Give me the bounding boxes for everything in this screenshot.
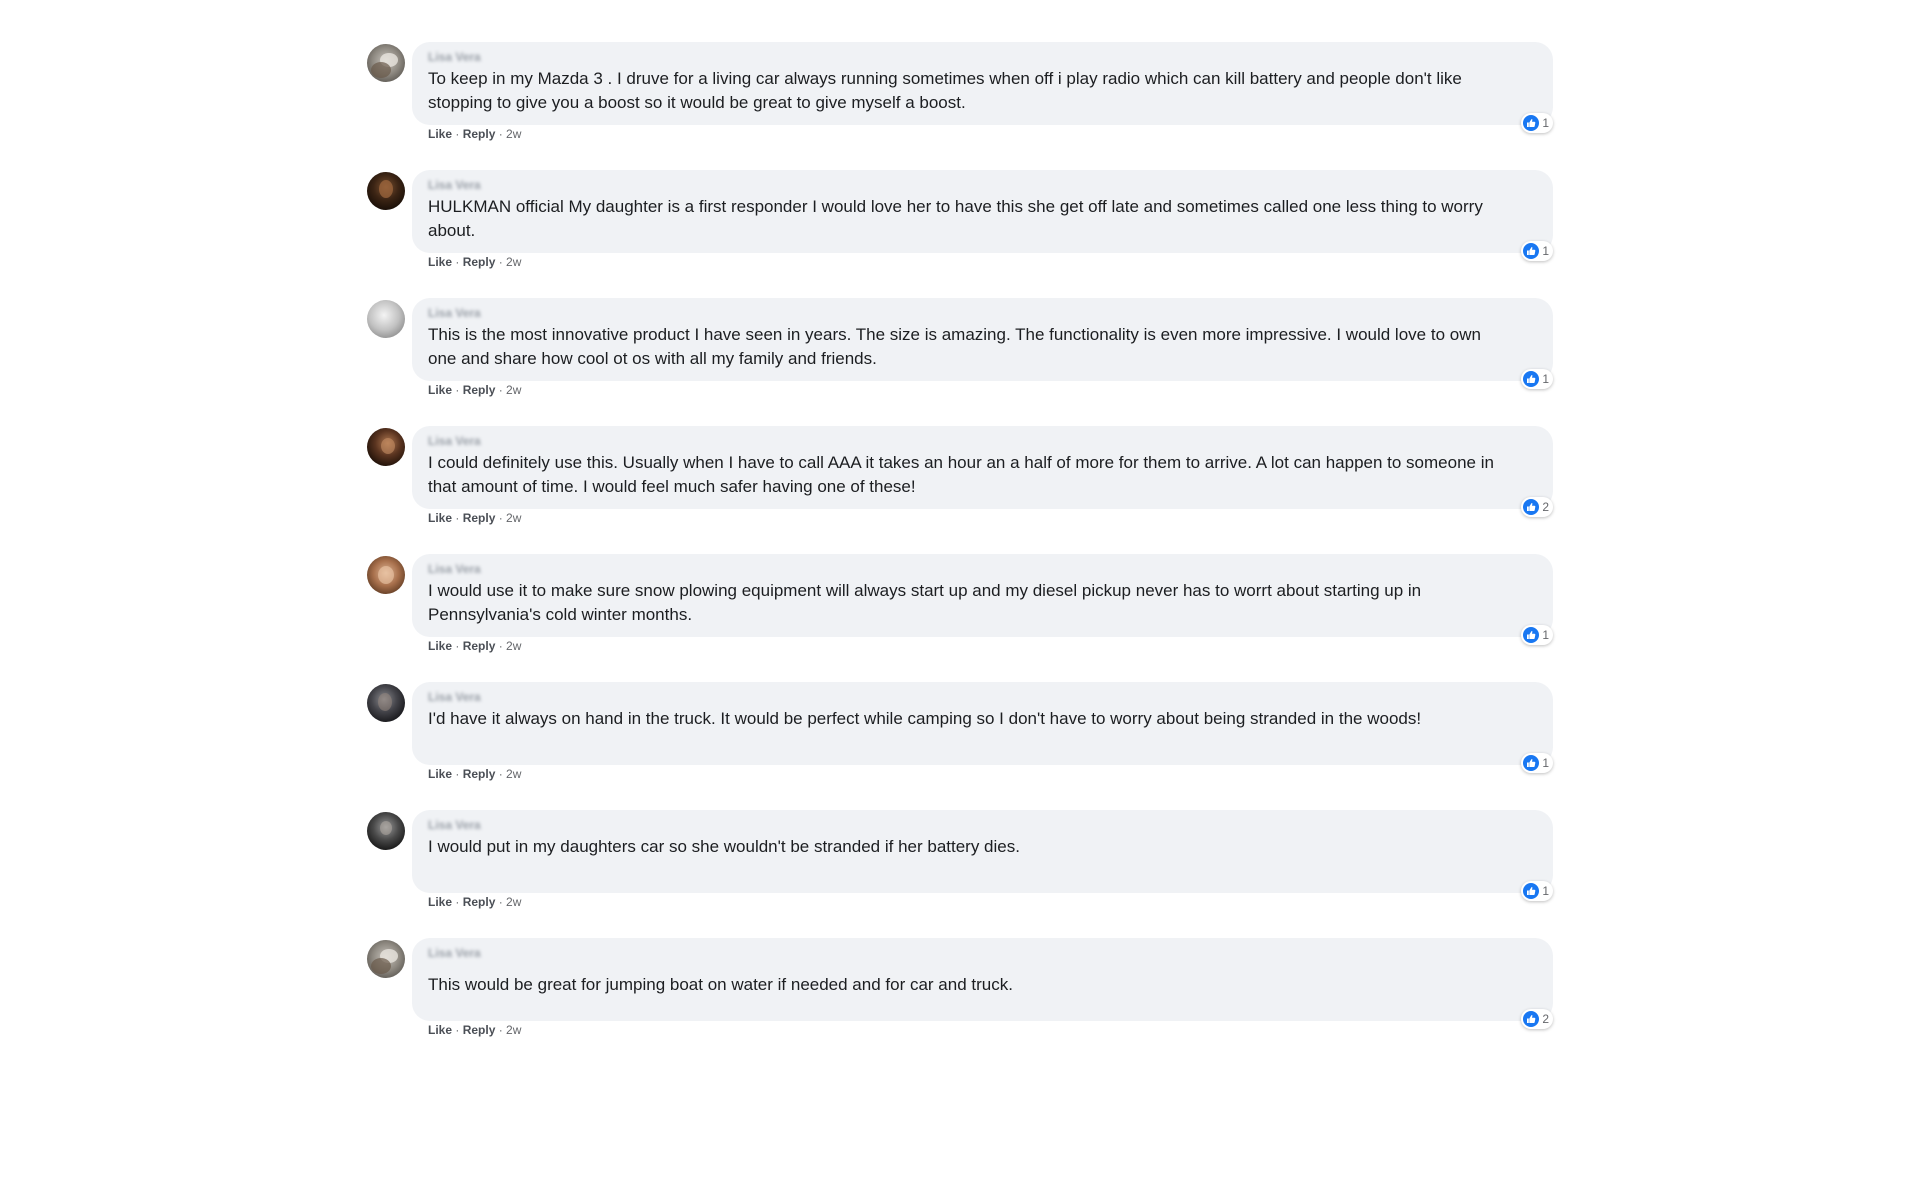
comment [367,170,1567,298]
comment-bubble [412,298,1553,386]
comment-text: I could definitely use this. Usually when I have to call AAA it takes an hour an a half of more for them to arrive. A lot can happen to someone in that amount of time. I would feel much safer having one of these! [428,453,1494,496]
reaction-badge[interactable] [1521,1009,1553,1029]
comment [367,426,1567,554]
comment [367,298,1567,426]
comment-timestamp[interactable]: 2w [506,1023,522,1037]
comment-author[interactable]: Lisa Vera [428,50,481,64]
comment-timestamp[interactable]: 2w [506,767,522,781]
comment-feed [367,42,1567,1066]
comment-bubble [412,426,1553,514]
comment-actions [428,1022,521,1038]
like-link[interactable]: Like [428,511,453,525]
comment-actions [428,126,521,142]
separator: · [452,383,463,397]
comment-author[interactable]: Lisa Vera [428,690,481,704]
comment-bubble [412,170,1553,258]
reaction-count: 1 [1542,372,1549,386]
comment [367,42,1567,170]
separator: · [495,1023,507,1037]
reaction-badge[interactable] [1521,625,1553,645]
comment [367,554,1567,682]
like-link[interactable]: Like [428,767,453,781]
like-link[interactable]: Like [428,383,453,397]
reaction-count: 1 [1542,628,1549,642]
avatar[interactable] [367,812,405,850]
reaction-badge[interactable] [1521,753,1553,773]
comment-actions [428,766,521,782]
separator: · [452,127,463,141]
comment-author[interactable]: Lisa Vera [428,562,481,576]
separator: · [452,895,463,909]
comment-actions [428,510,521,526]
reply-link[interactable]: Reply [462,255,496,269]
comment-timestamp[interactable]: 2w [506,255,522,269]
comment-author[interactable]: Lisa Vera [428,306,481,320]
comment-timestamp[interactable]: 2w [506,383,522,397]
reaction-count: 1 [1542,884,1549,898]
separator: · [495,383,507,397]
comment-bubble [412,938,1553,1026]
comment-timestamp[interactable]: 2w [506,511,522,525]
reaction-count: 2 [1542,500,1549,514]
reaction-badge[interactable] [1521,241,1553,261]
comment-text: I would put in my daughters car so she wouldn't be stranded if her battery dies. [428,837,1020,856]
like-link[interactable]: Like [428,127,453,141]
comment-actions [428,894,521,910]
reaction-count: 1 [1542,244,1549,258]
avatar[interactable] [367,556,405,594]
comment-text: To keep in my Mazda 3 . I druve for a living car always running sometimes when off i play radio which can kill battery and people don't like stopping to give you a boost so it would be great to give myself a boost. [428,69,1462,112]
reply-link[interactable]: Reply [462,895,496,909]
comment-timestamp[interactable]: 2w [506,895,522,909]
reaction-badge[interactable] [1521,497,1553,517]
separator: · [495,255,507,269]
separator: · [495,511,507,525]
separator: · [495,639,507,653]
avatar[interactable] [367,172,405,210]
comment-text: I'd have it always on hand in the truck. It would be perfect while camping so I don't have to worry about being stranded in the woods! [428,709,1422,728]
avatar[interactable] [367,684,405,722]
reaction-badge[interactable] [1521,113,1553,133]
comment [367,810,1567,938]
comment [367,682,1567,810]
avatar[interactable] [367,428,405,466]
reaction-count: 2 [1542,1012,1549,1026]
reply-link[interactable]: Reply [462,1023,496,1037]
separator: · [452,511,463,525]
comment-actions [428,638,521,654]
comment [367,938,1567,1066]
separator: · [495,127,507,141]
thumbs-up-icon [1523,371,1539,387]
avatar[interactable] [367,44,405,82]
thumbs-up-icon [1523,499,1539,515]
comment-author[interactable]: Lisa Vera [428,434,481,448]
thumbs-up-icon [1523,627,1539,643]
thumbs-up-icon [1523,115,1539,131]
comment-actions [428,382,521,398]
reaction-count: 1 [1542,756,1549,770]
comment-author[interactable]: Lisa Vera [428,818,481,832]
comment-author[interactable]: Lisa Vera [428,178,481,192]
comment-actions [428,254,521,270]
reaction-badge[interactable] [1521,369,1553,389]
comment-bubble [412,554,1553,642]
comment-bubble [412,810,1553,898]
comment-text: This is the most innovative product I have seen in years. The size is amazing. The functionality is even more impressive. I would love to own one and share how cool ot os with all my family and friends. [428,325,1481,368]
comment-bubble [412,42,1553,130]
comment-text: HULKMAN official My daughter is a first responder I would love her to have this she get off late and sometimes called one less thing to worry about. [428,197,1483,240]
thumbs-up-icon [1523,883,1539,899]
reaction-count: 1 [1542,116,1549,130]
thumbs-up-icon [1523,1011,1539,1027]
reply-link[interactable]: Reply [462,511,496,525]
separator: · [452,255,463,269]
like-link[interactable]: Like [428,1023,453,1037]
comment-text: I would use it to make sure snow plowing equipment will always start up and my diesel pickup never has to worrt about starting up in Pennsylvania's cold winter months. [428,581,1422,624]
comment-author[interactable]: Lisa Vera [428,946,481,960]
separator: · [495,895,507,909]
like-link[interactable]: Like [428,895,453,909]
avatar[interactable] [367,940,405,978]
separator: · [452,1023,463,1037]
thumbs-up-icon [1523,243,1539,259]
like-link[interactable]: Like [428,255,453,269]
reply-link[interactable]: Reply [462,127,496,141]
reply-link[interactable]: Reply [462,383,496,397]
thumbs-up-icon [1523,755,1539,771]
separator: · [495,767,507,781]
reply-link[interactable]: Reply [462,639,496,653]
comment-timestamp[interactable]: 2w [506,127,522,141]
like-link[interactable]: Like [428,639,453,653]
separator: · [452,767,463,781]
reaction-badge[interactable] [1521,881,1553,901]
avatar[interactable] [367,300,405,338]
comment-text: This would be great for jumping boat on water if needed and for car and truck. [428,975,1013,994]
comment-bubble [412,682,1553,770]
separator: · [452,639,463,653]
comment-timestamp[interactable]: 2w [506,639,522,653]
reply-link[interactable]: Reply [462,767,496,781]
